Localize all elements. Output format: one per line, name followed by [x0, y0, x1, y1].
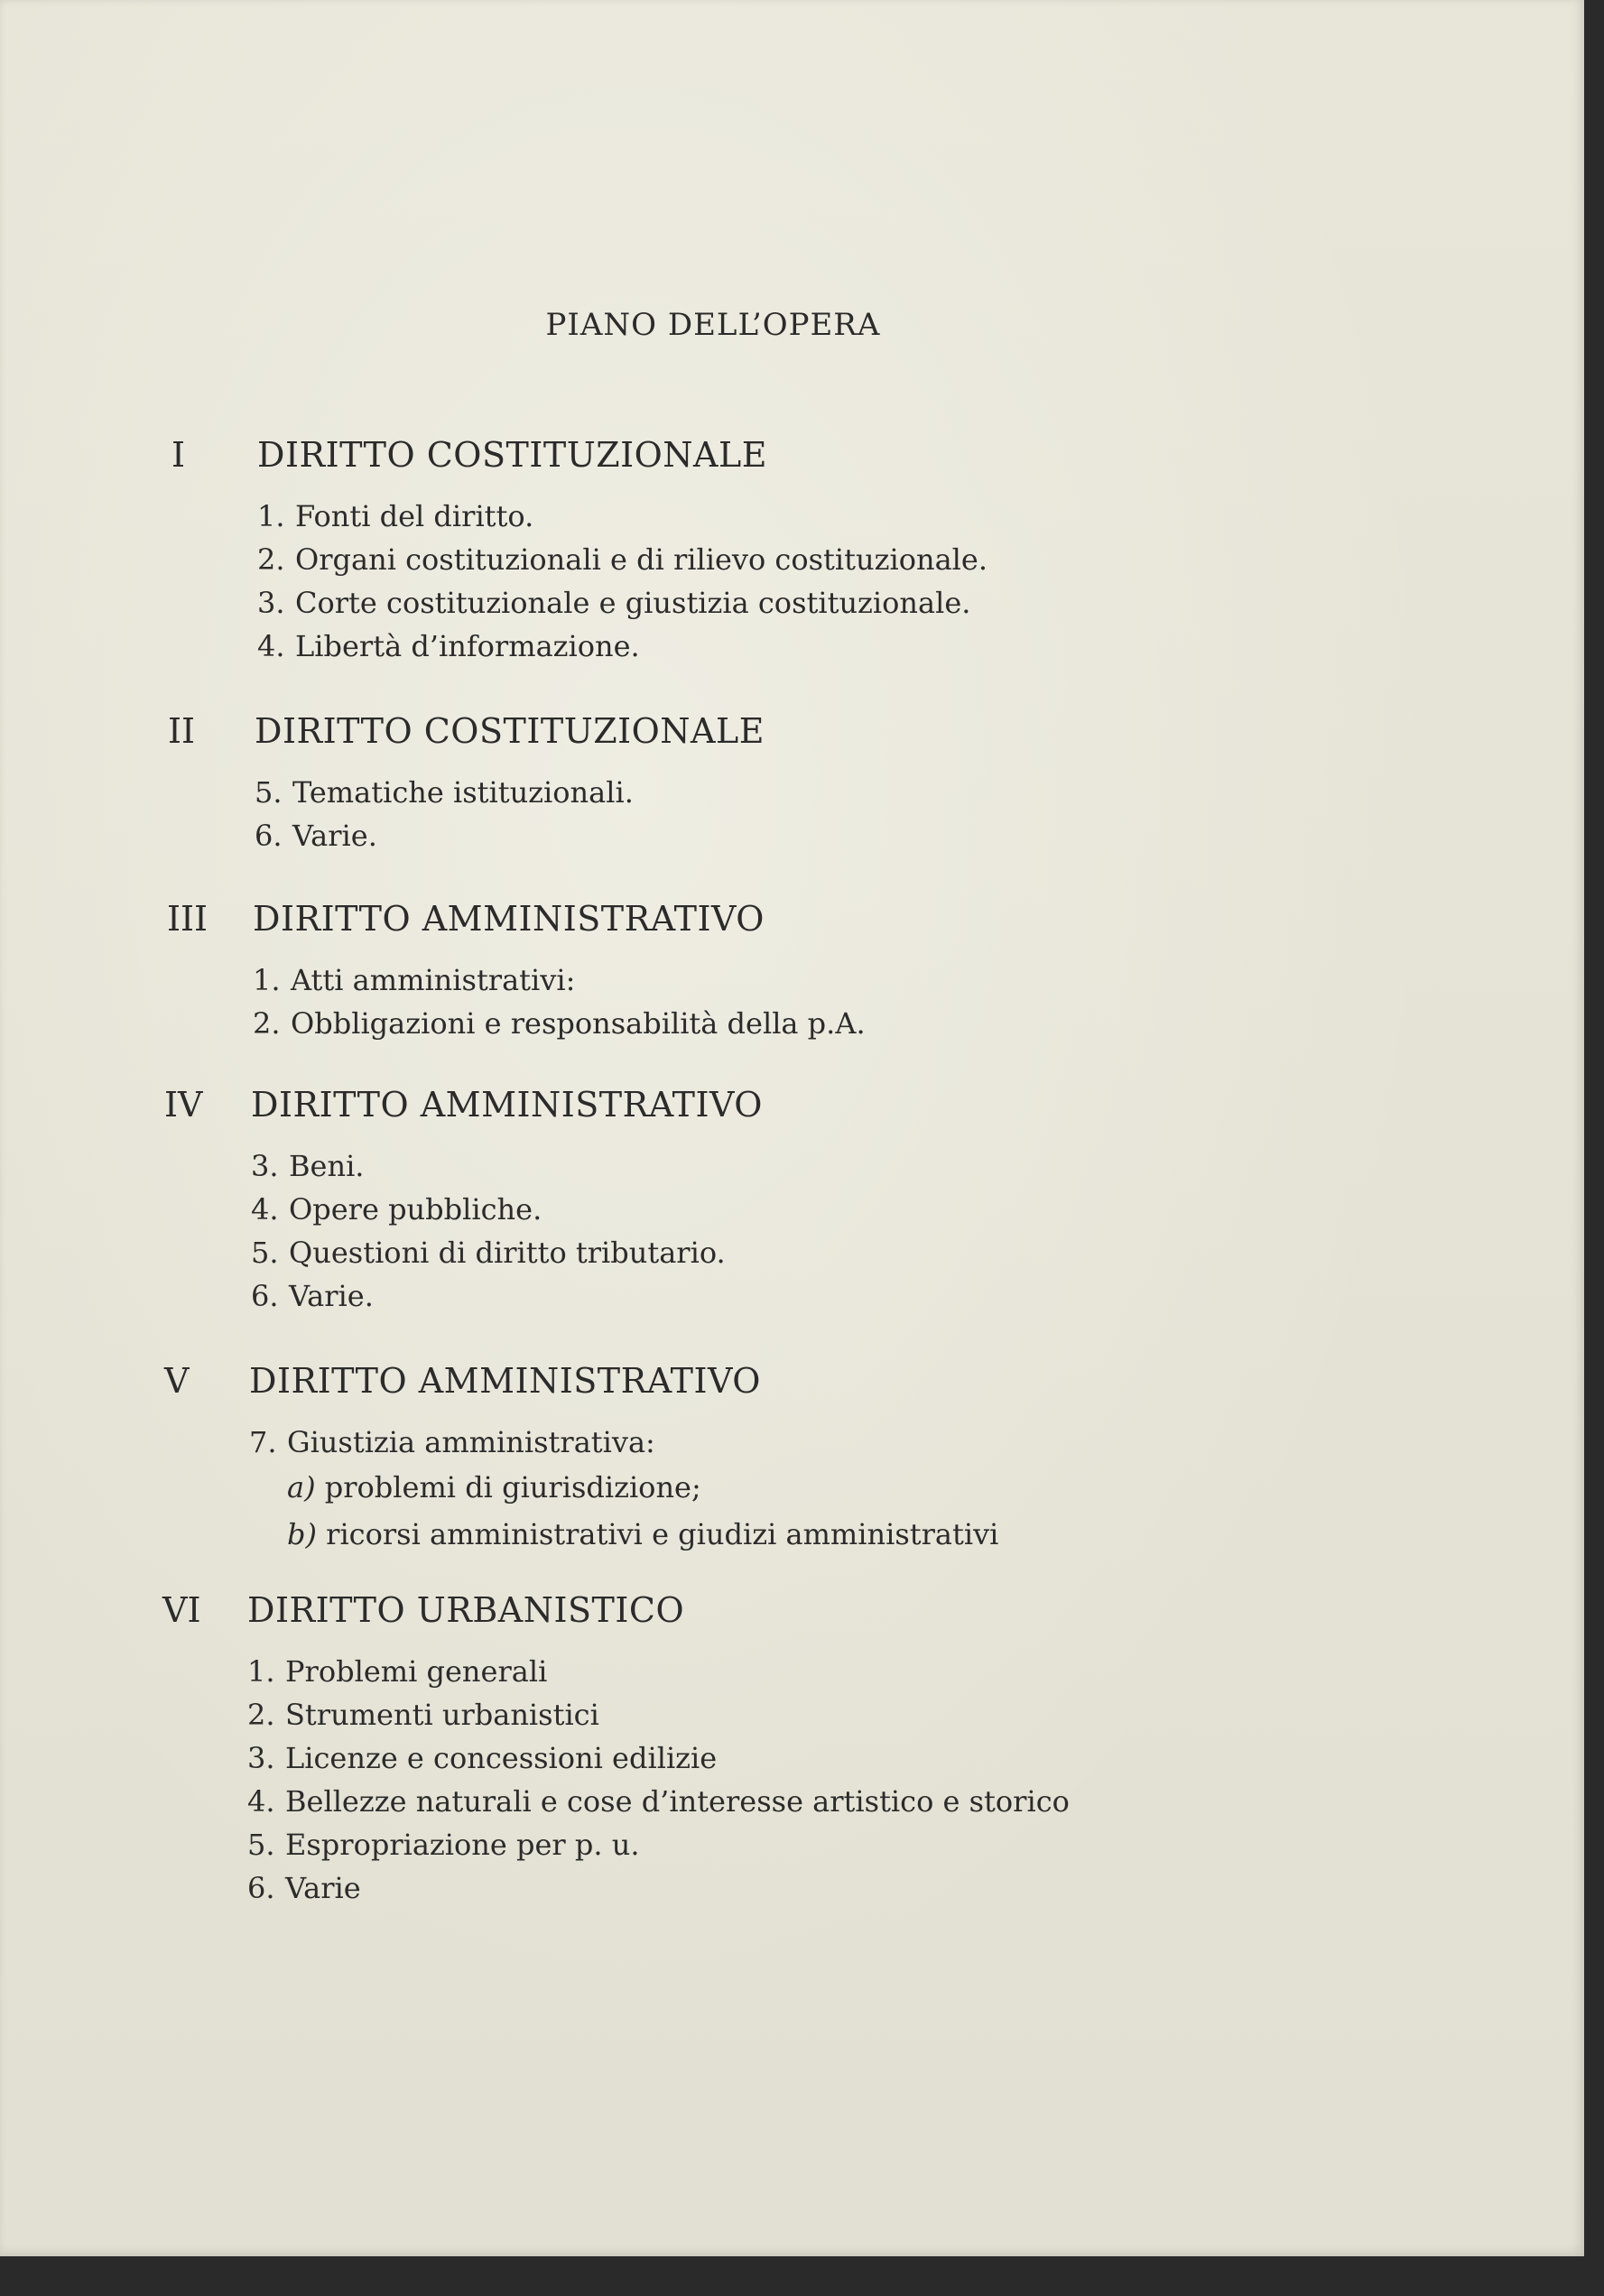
item-text: Opere pubbliche. — [289, 1192, 542, 1227]
list-item — [251, 1231, 726, 1274]
page-title: PIANO DELL’OPERA — [545, 307, 881, 343]
item-text: Espropriazione per p. u. — [285, 1828, 640, 1862]
item-number: 2. — [247, 1698, 275, 1732]
list-item — [255, 814, 634, 857]
list-item — [249, 1421, 998, 1464]
item-number: 2. — [257, 542, 285, 577]
item-number: 4. — [251, 1192, 279, 1227]
list-item — [247, 1650, 1070, 1693]
section-numeral: VI — [162, 1590, 201, 1630]
list-item — [247, 1736, 1070, 1780]
list-item — [257, 625, 987, 668]
item-text: Beni. — [289, 1149, 365, 1183]
subitem-letter: a) — [287, 1470, 316, 1504]
section-heading: DIRITTO AMMINISTRATIVO — [251, 1085, 763, 1125]
item-number: 1. — [253, 963, 281, 997]
item-number: 5. — [255, 775, 283, 810]
subitem-text: problemi di giurisdizione; — [324, 1470, 701, 1504]
item-number: 6. — [251, 1279, 279, 1313]
list-item — [253, 1002, 866, 1045]
item-text: Varie. — [292, 819, 377, 853]
section-numeral: I — [172, 435, 186, 475]
section-items — [247, 1650, 1070, 1910]
list-item — [255, 771, 634, 814]
item-number: 3. — [257, 586, 285, 620]
item-text: Problemi generali — [285, 1654, 548, 1689]
sub-list-item — [249, 1464, 998, 1511]
section-items — [253, 958, 866, 1045]
section-numeral: V — [164, 1361, 190, 1401]
item-text: Fonti del diritto. — [295, 499, 534, 533]
section-items — [249, 1421, 998, 1558]
list-item — [251, 1274, 726, 1318]
list-item — [257, 495, 987, 538]
list-item — [247, 1823, 1070, 1866]
section-heading: DIRITTO COSTITUZIONALE — [257, 435, 767, 475]
list-item — [247, 1693, 1070, 1736]
item-text: Licenze e concessioni edilizie — [285, 1741, 718, 1775]
section-numeral: II — [168, 711, 196, 751]
item-text: Libertà d’informazione. — [295, 629, 640, 663]
section-numeral: III — [167, 899, 209, 939]
subitem-text: ricorsi amministrativi e giudizi amministrativi — [326, 1517, 999, 1551]
section-heading: DIRITTO COSTITUZIONALE — [255, 711, 765, 751]
item-text: Giustizia amministrativa: — [287, 1425, 655, 1459]
list-item — [251, 1188, 726, 1231]
item-text: Organi costituzionali e di rilievo costituzionale. — [295, 542, 987, 577]
item-text: Varie — [285, 1871, 361, 1905]
item-number: 4. — [257, 629, 285, 663]
item-text: Questioni di diritto tributario. — [289, 1236, 726, 1270]
item-text: Atti amministrativi: — [291, 963, 576, 997]
list-item — [257, 581, 987, 625]
item-number: 3. — [251, 1149, 279, 1183]
item-number: 6. — [247, 1871, 275, 1905]
item-number: 5. — [247, 1828, 275, 1862]
sub-list-item — [249, 1511, 998, 1558]
item-text: Strumenti urbanistici — [285, 1698, 599, 1732]
list-item — [247, 1780, 1070, 1823]
item-number: 5. — [251, 1236, 279, 1270]
item-number: 7. — [249, 1425, 277, 1459]
list-item — [251, 1144, 726, 1188]
item-number: 2. — [253, 1006, 281, 1041]
list-item — [257, 538, 987, 581]
section-items — [257, 495, 987, 668]
item-number: 1. — [247, 1654, 275, 1689]
list-item — [253, 958, 866, 1002]
item-text: Tematiche istituzionali. — [292, 775, 634, 810]
item-text: Obbligazioni e responsabilità della p.A. — [291, 1006, 866, 1041]
section-items — [251, 1144, 726, 1318]
subitem-letter: b) — [287, 1517, 317, 1551]
section-heading: DIRITTO AMMINISTRATIVO — [253, 899, 765, 939]
item-number: 4. — [247, 1784, 275, 1819]
item-text: Varie. — [289, 1279, 374, 1313]
section-heading: DIRITTO URBANISTICO — [247, 1590, 685, 1630]
item-text: Corte costituzionale e giustizia costituzionale. — [295, 586, 971, 620]
section-items — [255, 771, 634, 857]
section-numeral: IV — [164, 1085, 203, 1125]
list-item — [247, 1866, 1070, 1910]
item-number: 1. — [257, 499, 285, 533]
item-text: Bellezze naturali e cose d’interesse artistico e storico — [285, 1784, 1070, 1819]
section-heading: DIRITTO AMMINISTRATIVO — [249, 1361, 761, 1401]
item-number: 3. — [247, 1741, 275, 1775]
item-number: 6. — [255, 819, 283, 853]
